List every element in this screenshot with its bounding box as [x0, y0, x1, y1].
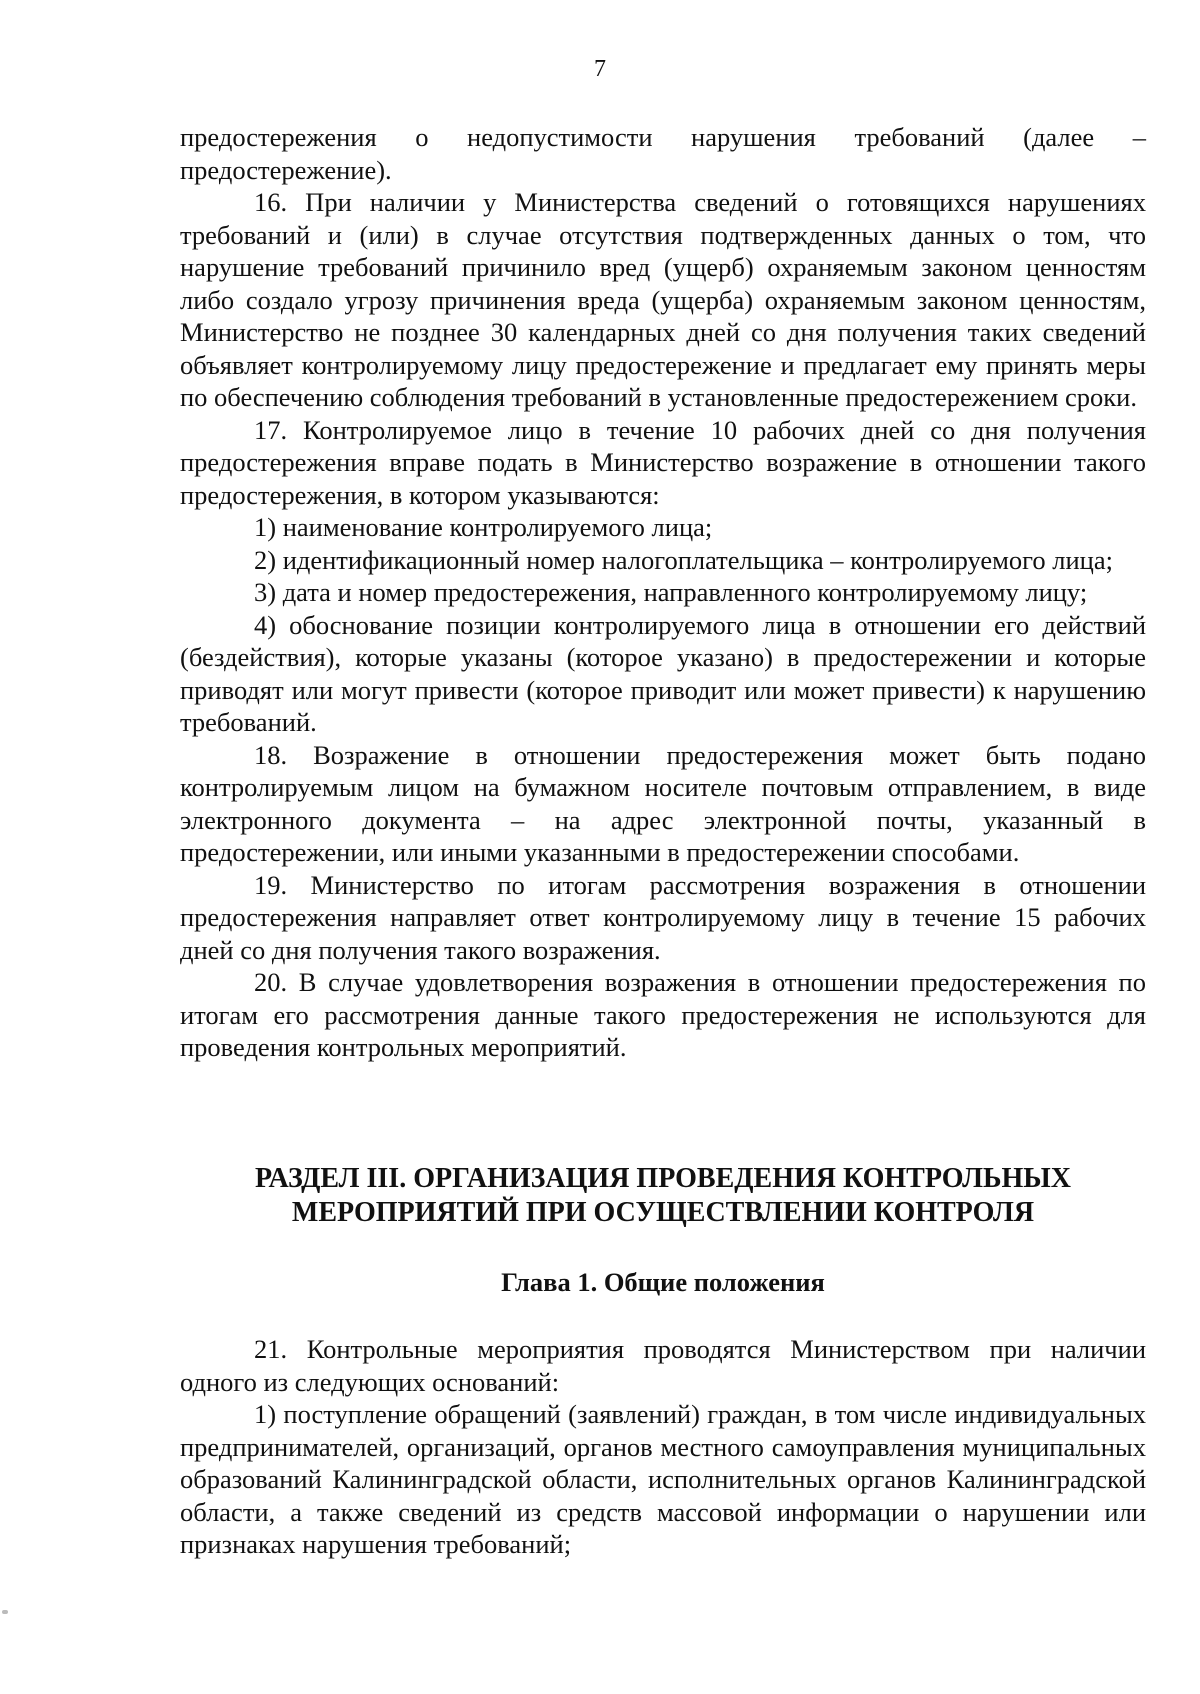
scan-artifact — [2, 1610, 8, 1614]
section-heading-line-1: РАЗДЕЛ III. ОРГАНИЗАЦИЯ ПРОВЕДЕНИЯ КОНТРОЛЬНЫХ — [254, 1163, 1072, 1194]
section-heading-line-2: МЕРОПРИЯТИЙ ПРИ ОСУЩЕСТВЛЕНИИ КОНТРОЛЯ — [291, 1197, 1035, 1228]
chapter-heading: Глава 1. Общие положения — [501, 1267, 825, 1297]
paragraph-21-item-1: 1) поступление обращений (заявлений) граждан, в том числе индивидуальных предпринимателей, организаций, органов местного самоуправления муниципальных образований Калининградской области, исполнительных органов Калининградской области, а также сведений из средств массовой информации о нарушении или признаках нарушения требований; — [180, 1399, 1146, 1559]
paragraph-16: 16. При наличии у Министерства сведений о готовящихся нарушениях требований и (или) в случае отсутствия подтвержденных данных о том, что нарушение требований причинило вред (ущерб) охраняемым законом ценностям либо создало угрозу причинения вреда (ущерба) охраняемым законом ценностям, Министерство не позднее 30 календарных дней со дня получения таких сведений объявляет контролируемому лицу предостережение и предлагает ему принять меры по обеспечению соблюдения требований в установленные предостережением сроки. — [180, 187, 1146, 412]
paragraph-17-item-4: 4) обоснование позиции контролируемого лица в отношении его действий (бездействия), которые указаны (которое указано) в предостережении и которые приводят или могут привести (которое приводит или может привести) к нарушению требований. — [180, 609, 1146, 737]
paragraph-18: 18. Возражение в отношении предостережения может быть подано контролируемым лицом на бумажном носителе почтовым отправлением, в виде электронного документа – на адрес электронной почты, указанный в предостережении, или иными указанными в предостережении способами. — [180, 739, 1146, 867]
paragraph-17: 17. Контролируемое лицо в течение 10 рабочих дней со дня получения предостережения вправе подать в Министерство возражение в отношении такого предостережения, в котором указываются: — [180, 414, 1146, 510]
body-text-bottom — [180, 1333, 1146, 1561]
paragraph-21: 21. Контрольные мероприятия проводятся Министерством при наличии одного из следующих оснований: — [180, 1334, 1146, 1397]
paragraph-17-item-2: 2) идентификационный номер налогоплательщика – контролируемого лица; — [254, 544, 1113, 575]
paragraph-20: 20. В случае удовлетворения возражения в отношении предостережения по итогам его рассмотрения данные такого предостережения не используются для проведения контрольных мероприятий. — [180, 967, 1146, 1062]
paragraph-17-item-1: 1) наименование контролируемого лица; — [254, 512, 713, 542]
paragraph-19: 19. Министерство по итогам рассмотрения возражения в отношении предостережения направляет ответ контролируемому лицу в течение 15 рабочих дней со дня получения такого возражения. — [180, 869, 1146, 965]
body-text-top — [180, 121, 1146, 1064]
section-heading — [180, 1162, 1146, 1230]
paragraph-15-continuation: предостережения о недопустимости нарушения требований (далее – предостережение). — [180, 122, 1146, 185]
page-number: 7 — [594, 56, 606, 82]
paragraph-17-item-3: 3) дата и номер предостережения, направленного контролируемому лицу; — [254, 577, 1088, 607]
